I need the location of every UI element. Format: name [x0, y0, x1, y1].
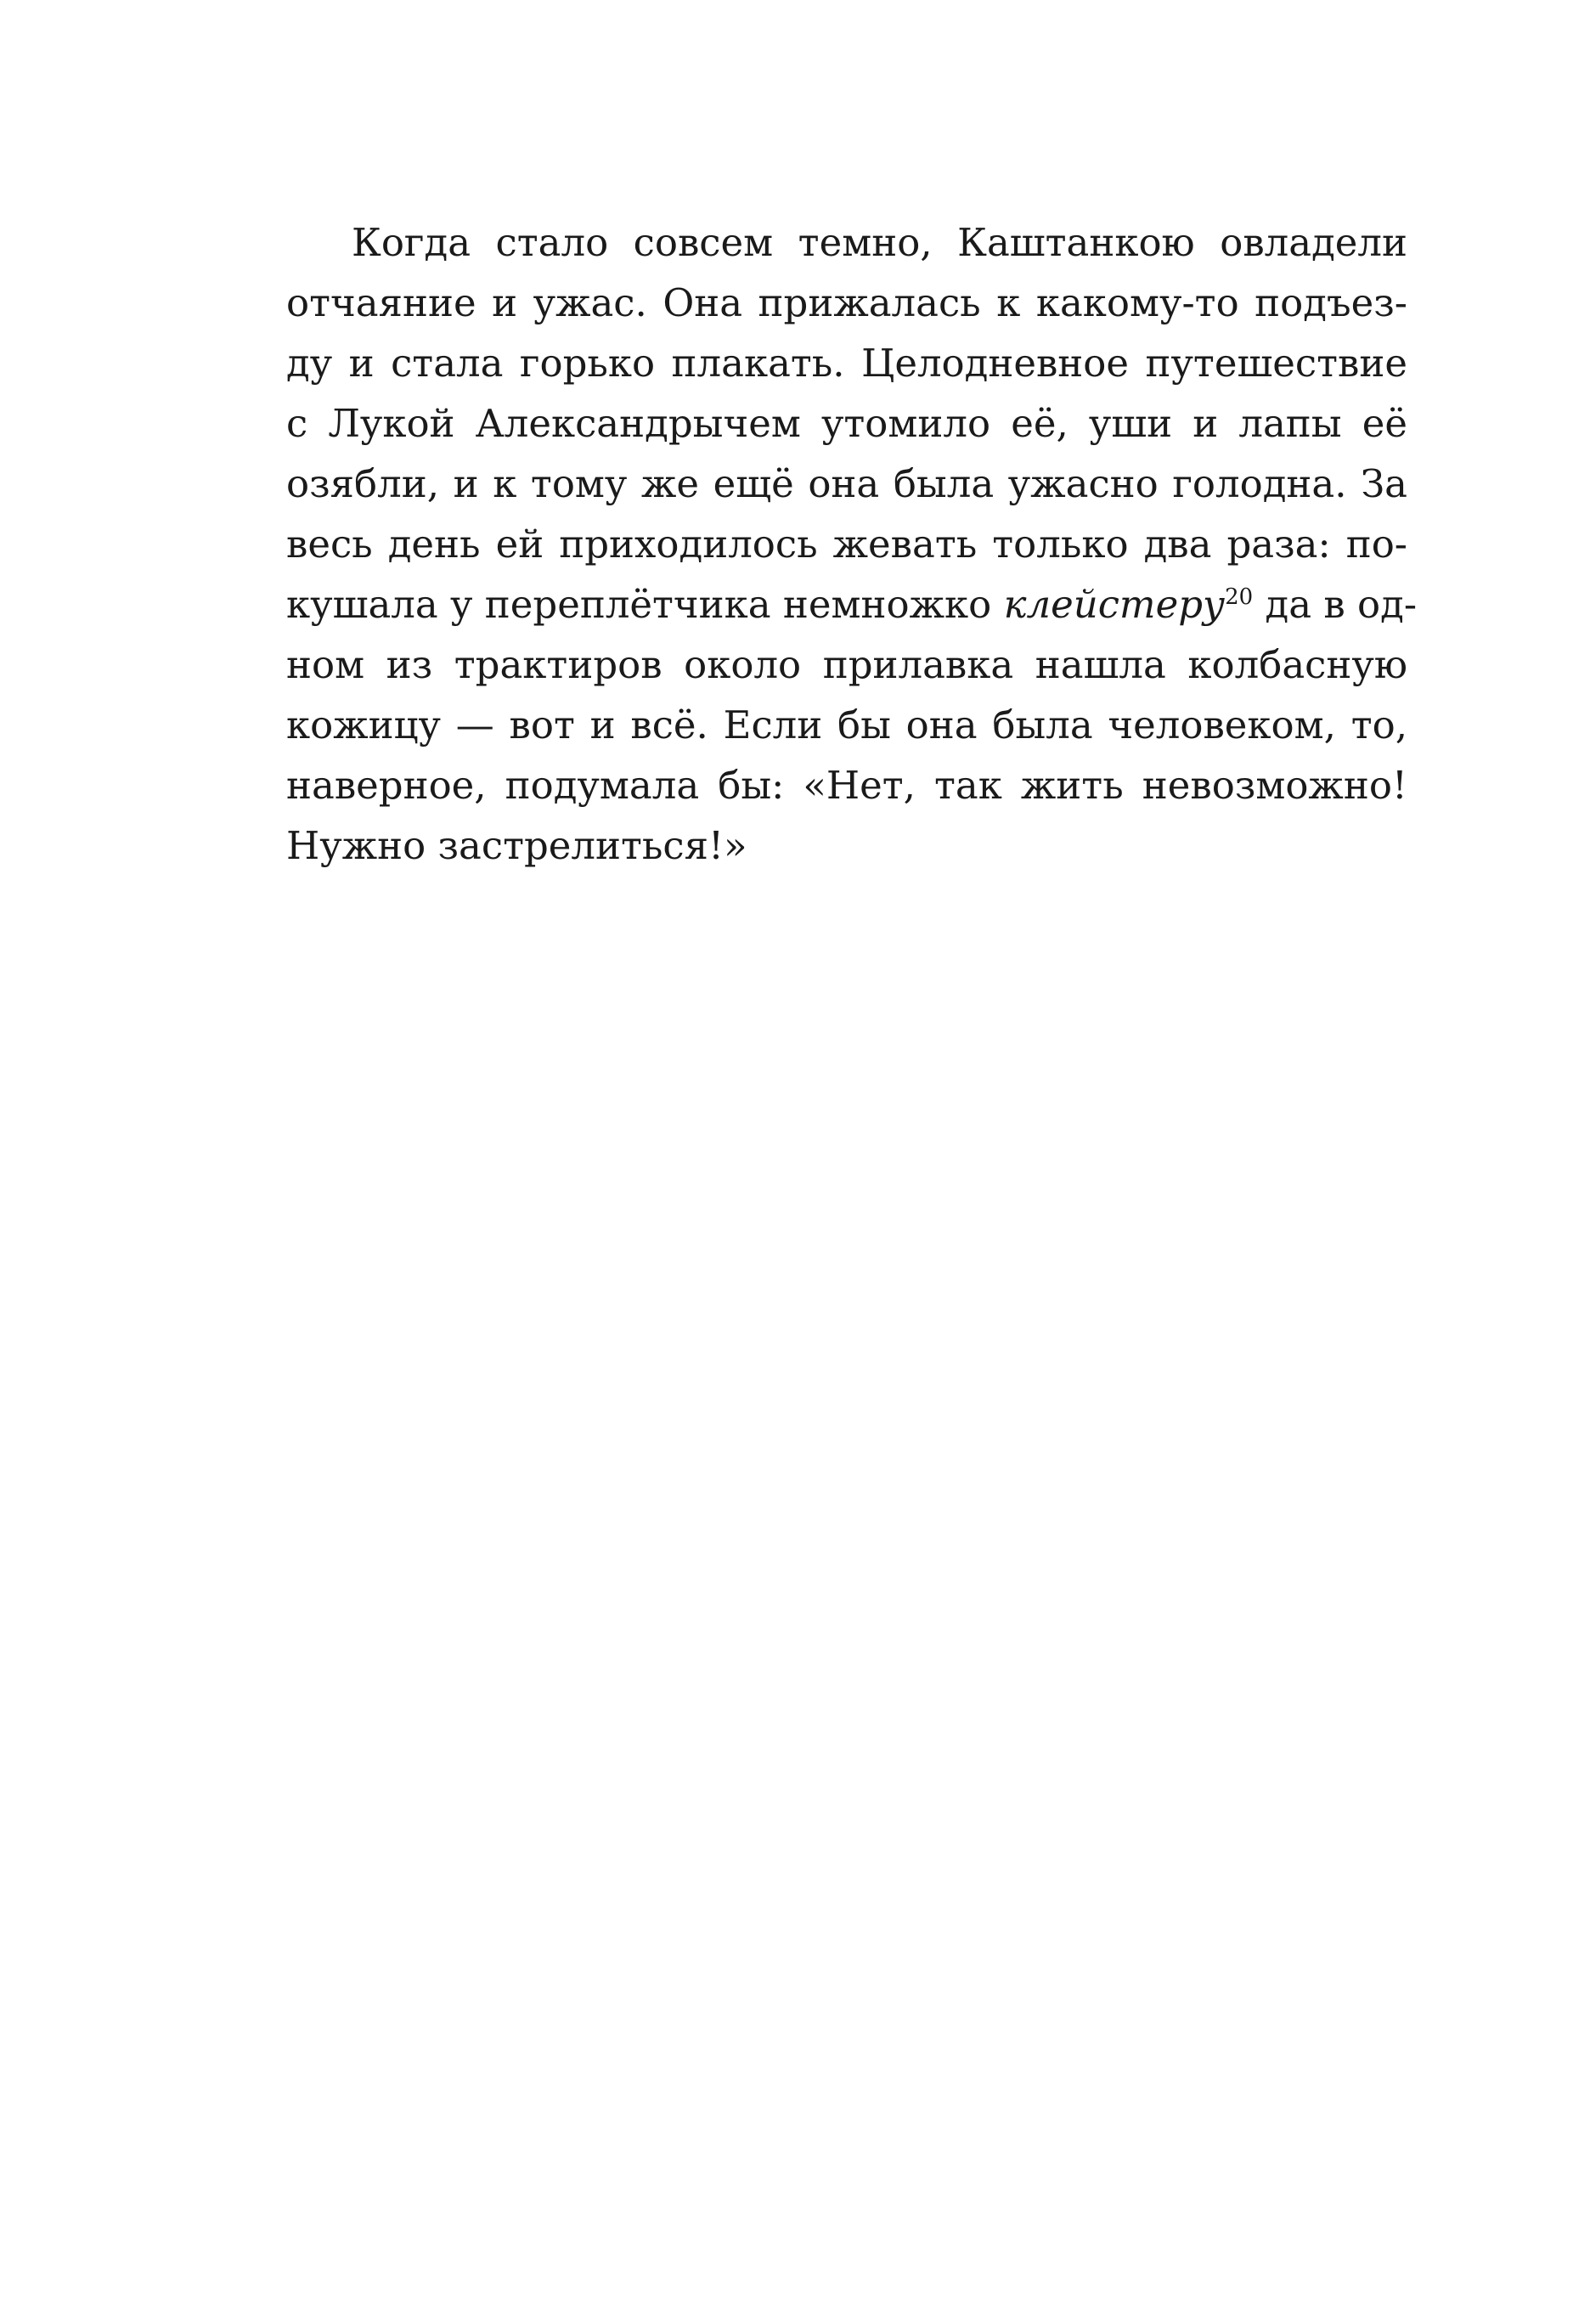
text-line: отчаяние и ужас. Она прижалась к какому-то подъез- [286, 280, 1407, 325]
text-segment: да в од- [1253, 582, 1418, 627]
text-segment: кушала у переплётчика немножко [286, 582, 1004, 627]
text-line: ду и стала горько плакать. Целодневное путешествие [286, 341, 1407, 386]
text-line: кожицу — вот и всё. Если бы она была человеком, то, [286, 702, 1407, 747]
text-line: ном из трактиров около прилавка нашла колбасную [286, 642, 1407, 687]
text-line: весь день ей приходилось жевать только два раза: по- [286, 522, 1407, 567]
text-line: Когда стало совсем темно, Каштанкою овладели [352, 220, 1407, 265]
text-line: озябли, и к тому же ещё она была ужасно голодна. За [286, 461, 1407, 506]
paragraph [286, 212, 1418, 876]
text-line [286, 574, 1418, 635]
text-line: с Лукой Александрычем утомило её, уши и лапы её [286, 401, 1407, 446]
italic-word: клейстеру [1003, 582, 1226, 627]
text-line: наверное, подумала бы: «Нет, так жить невозможно! [286, 763, 1407, 808]
text-line: Нужно застрелиться!» [286, 823, 747, 868]
footnote-reference[interactable]: 20 [1225, 584, 1254, 610]
